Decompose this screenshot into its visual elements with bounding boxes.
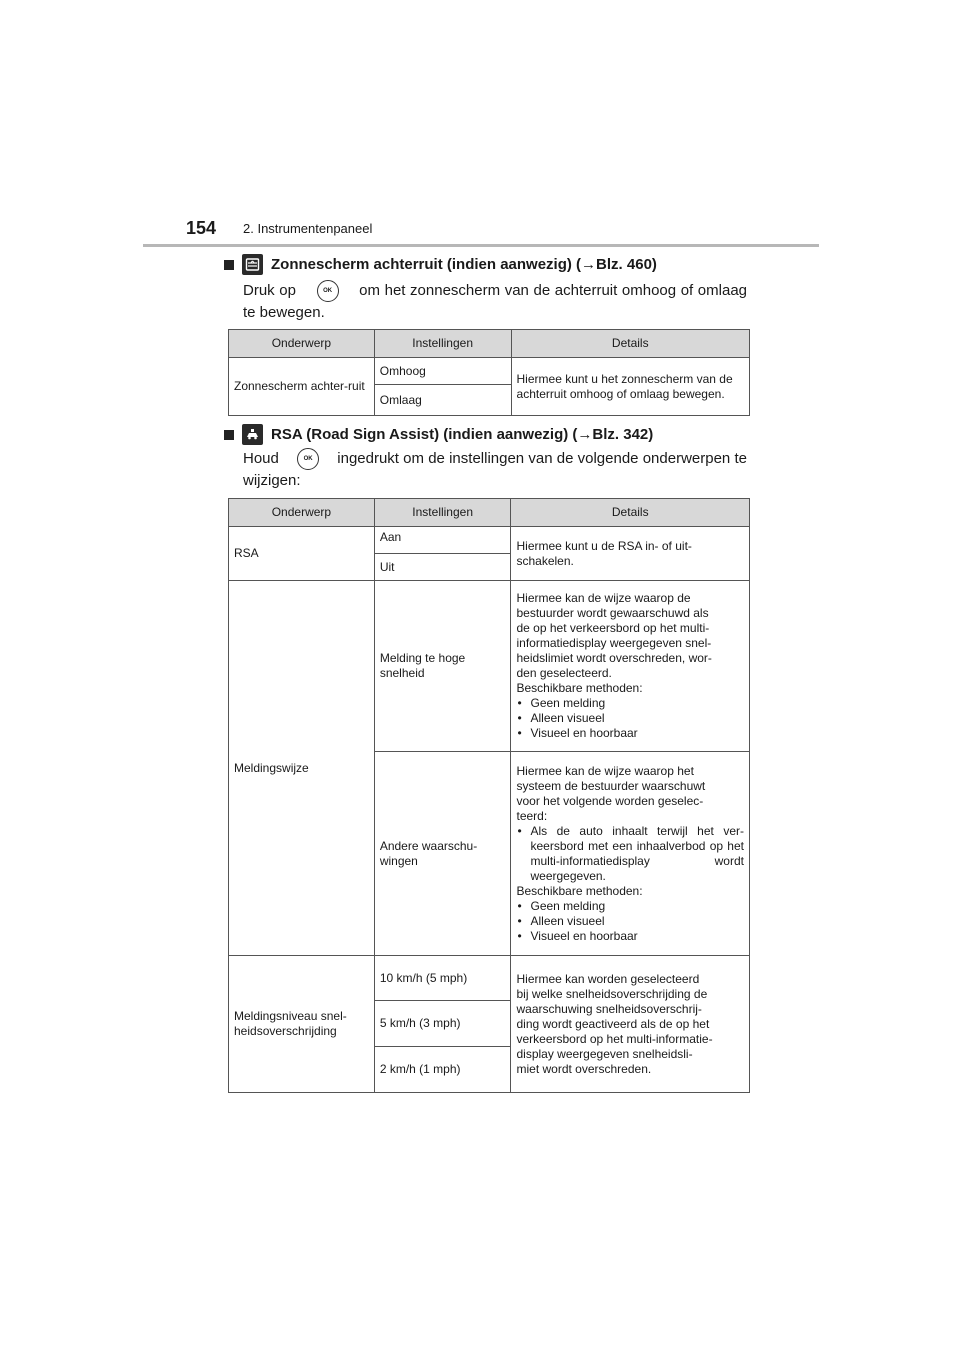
section-heading-text: Zonnescherm achterruit (indien aanwezig) (→Blz. 460): [271, 256, 657, 273]
rear-sunshade-icon: [242, 254, 263, 275]
section-heading-text: RSA (Road Sign Assist) (indien aanwezig) (→Blz. 342): [271, 426, 654, 443]
detail-line: Hiermee kan de wijze waarop de: [516, 591, 691, 605]
column-header: Instellingen: [374, 330, 511, 358]
header-divider: [143, 244, 819, 247]
table-header-row: [229, 499, 750, 527]
table-row: [229, 358, 750, 385]
table-row: [229, 527, 750, 554]
table-cell-details: Hiermee kunt u het zonnescherm van de achterruit omhoog of omlaag bewegen.: [511, 358, 749, 416]
detail-line: teerd:: [516, 808, 548, 823]
table-cell-details: [511, 956, 750, 1093]
column-header: Onderwerp: [229, 330, 375, 358]
detail-line: Hiermee kan worden geselecteerd: [516, 971, 700, 986]
chapter-title: 2. Instrumentenpaneel: [243, 221, 373, 236]
table-cell-setting: 10 km/h (5 mph): [374, 956, 511, 1001]
bullet-item: • Geen melding: [516, 899, 744, 914]
ok-button-icon: OK: [317, 280, 339, 302]
road-sign-assist-icon: [242, 424, 263, 445]
detail-line: ding wordt geactiveerd als de op het: [516, 1016, 710, 1031]
section-heading-sunshade: [224, 254, 657, 275]
table-cell-setting: Omlaag: [374, 385, 511, 416]
table-header-row: [229, 330, 750, 358]
table-cell-subject: Meldingswijze: [229, 581, 375, 956]
ok-button-icon: OK: [297, 448, 319, 470]
table-cell-details: Hiermee kunt u de RSA in- of uit-schakelen.: [511, 527, 750, 581]
bullet-item: • Visueel en hoorbaar: [516, 726, 744, 741]
detail-line: de op het verkeersbord op het multi-: [516, 621, 710, 635]
table-cell-setting: 2 km/h (1 mph): [374, 1047, 511, 1093]
table-cell-details: [511, 752, 750, 956]
column-header: Onderwerp: [229, 499, 375, 527]
table-row: [229, 581, 750, 752]
bullet-square-icon: [224, 260, 234, 270]
instruction-text-after: ingedrukt om de instellingen van de volgende onderwerpen te wijzigen:: [243, 450, 747, 490]
detail-line: den geselecteerd.: [516, 666, 612, 680]
bullet-item: • Geen melding: [516, 696, 744, 711]
detail-line: Beschikbare methoden:: [516, 681, 643, 695]
detail-line: informatiedisplay weergegeven snel-: [516, 636, 712, 650]
detail-line: display weergegeven snelheidsli-: [516, 1046, 693, 1061]
bullet-item: • Visueel en hoorbaar: [516, 929, 744, 944]
detail-line: waarschuwing snelheidsoverschrij-: [516, 1001, 702, 1016]
detail-line: miet wordt overschreden.: [516, 1061, 652, 1076]
instruction-text-rsa: [243, 448, 747, 491]
table-cell-setting: Omhoog: [374, 358, 511, 385]
instruction-text-after: om het zonnescherm van de achterruit omhoog of omlaag te bewegen.: [243, 282, 747, 322]
detail-line: bij welke snelheidsoverschrijding de: [516, 986, 708, 1001]
instruction-text-before: Druk op: [243, 282, 296, 299]
table-cell-setting: 5 km/h (3 mph): [374, 1001, 511, 1047]
detail-line: Hiermee kan de wijze waarop het: [516, 763, 694, 778]
table-row: [229, 956, 750, 1001]
table-cell-subject: RSA: [229, 527, 375, 581]
bullet-square-icon: [224, 430, 234, 440]
column-header: Details: [511, 499, 750, 527]
bullet-item: • Alleen visueel: [516, 711, 744, 726]
table-cell-subject: Zonnescherm achter-ruit: [229, 358, 375, 416]
bullet-item: • Als de auto inhaalt terwijl het ver-keersbord met een inhaalverbod op het multi-informatiedisplay wordt weergegeven.: [516, 824, 744, 884]
detail-line: voor het volgende worden geselec-: [516, 793, 704, 808]
detail-line: Beschikbare methoden:: [516, 883, 643, 898]
column-header: Details: [511, 330, 749, 358]
instruction-text-sunshade: [243, 280, 747, 323]
section-heading-rsa: [224, 424, 653, 445]
rsa-settings-table: [228, 498, 750, 1093]
column-header: Instellingen: [374, 499, 511, 527]
sunshade-settings-table: [228, 329, 750, 416]
detail-line: verkeersbord op het multi-informatie-: [516, 1031, 713, 1046]
table-cell-setting: Aan: [374, 527, 511, 554]
table-cell-details: [511, 581, 750, 752]
table-cell-setting: Melding te hoge snelheid: [374, 581, 511, 752]
detail-line: heidslimiet wordt overschreden, wor-: [516, 651, 712, 665]
instruction-text-before: Houd: [243, 450, 279, 467]
bullet-item: • Alleen visueel: [516, 914, 744, 929]
table-cell-subject: Meldingsniveau snel-heidsoverschrijding: [229, 956, 375, 1093]
detail-line: bestuurder wordt gewaarschuwd als: [516, 606, 709, 620]
page-number: 154: [186, 218, 217, 238]
table-cell-setting: Uit: [374, 554, 511, 581]
detail-line: systeem de bestuurder waarschuwt: [516, 778, 706, 793]
table-cell-setting: Andere waarschu-wingen: [374, 752, 511, 956]
